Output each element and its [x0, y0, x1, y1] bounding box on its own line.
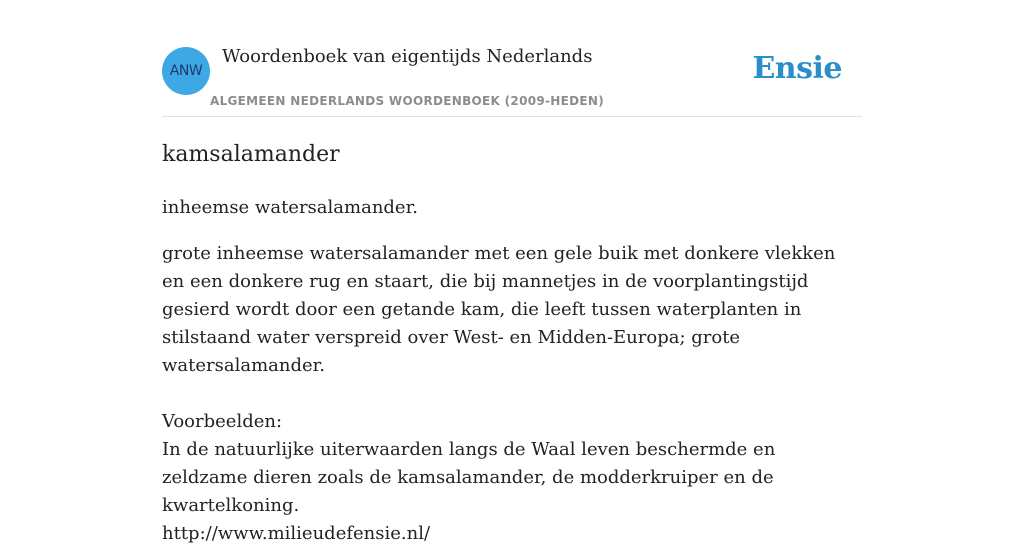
- entry-content: [162, 140, 862, 548]
- definition: grote inheemse watersalamander met een gele buik met donkere vlekken en een donkere rug en staart, die bij mannetjes in de voorplantingstijd gesierd wordt door een getande kam, die leeft tussen waterplanten in stilstaand water verspreid over West- en Midden-Europa; grote watersalamander.: [162, 243, 836, 376]
- dictionary-header: [162, 40, 862, 117]
- dictionary-subtitle: ALGEMEEN NEDERLANDS WOORDENBOEK (2009-HEDEN): [210, 94, 605, 108]
- examples-label: Voorbeelden:: [162, 411, 283, 432]
- entry-word: kamsalamander: [162, 142, 340, 167]
- anw-logo[interactable]: ANW: [162, 47, 210, 95]
- example-text: In de natuurlijke uiterwaarden langs de Waal leven beschermde en zeldzame dieren zoals de kamsalamander, de modderkruiper en de kwartelkoning.: [162, 439, 776, 516]
- ensie-brand-logo[interactable]: Ensie: [752, 51, 842, 86]
- short-definition: inheemse watersalamander.: [162, 197, 418, 218]
- dictionary-title[interactable]: Woordenboek van eigentijds Nederlands: [222, 46, 593, 67]
- examples-section: [162, 408, 862, 548]
- example-source: http://www.milieudefensie.nl/: [162, 523, 431, 544]
